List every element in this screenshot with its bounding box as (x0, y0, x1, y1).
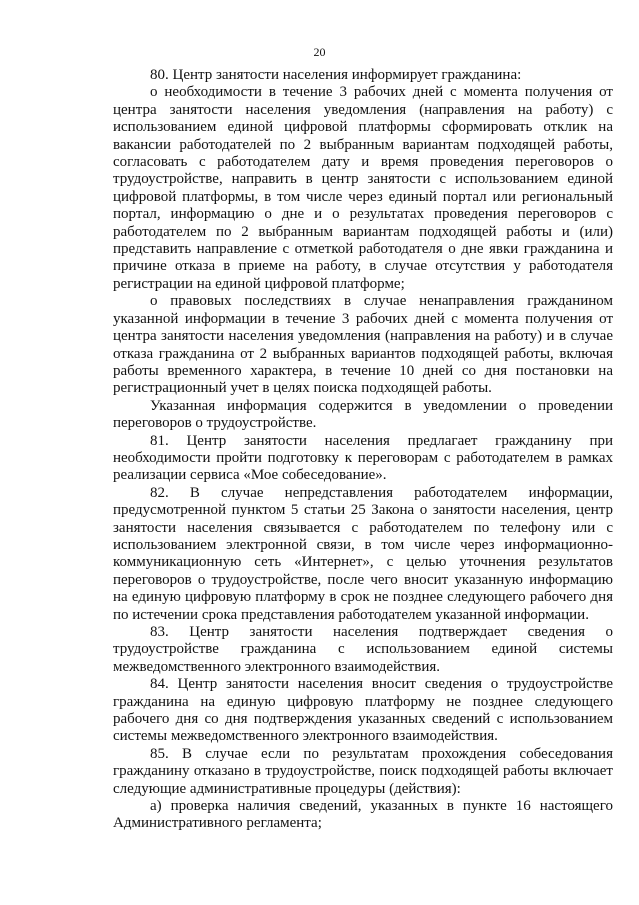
paragraph-80: 80. Центр занятости населения информирует гражданина: (150, 67, 522, 83)
paragraph-84: 84. Центр занятости населения вносит сведения о трудоустройстве гражданина на единую цифровую платформу не позднее следующего рабочего дня со дня подтверждения указанных сведений с использованием системы межведомственного электронного взаимодействия. (113, 676, 613, 745)
paragraph-80-note: Указанная информация содержится в уведомлении о проведении переговоров о трудоустройстве. (113, 397, 613, 432)
document-body (113, 67, 613, 833)
page-number: 20 (313, 45, 326, 59)
paragraph-85-a: а) проверка наличия сведений, указанных в пункте 16 настоящего Административного регламента; (113, 798, 613, 832)
paragraph-80-necessity: о необходимости в течение 3 рабочих дней с момента получения от центра занятости населения уведомления (направления на работу) с использованием единой цифровой платформы сформировать отклик на вакансии работодателей по 2 выбранным вариантам подходящей работы, согласовать с работодателем дату и время проведения переговоров о трудоустройстве, направить в центр занятости с использованием единой цифровой платформы, в том числе через единый портал или региональный портал, информацию о дне и о результатах проведения переговоров с работодателем по 2 выбранным вариантам подходящей работы и (или) представить направление с отметкой работодателя о дне явки гражданина и причине отказа в приеме на работу, в случае отсутствия у работодателя регистрации на единой цифровой платформе; (113, 84, 613, 292)
paragraph-80-consequences: о правовых последствиях в случае ненаправления гражданином указанной информации в течение 3 рабочих дней с момента получения от центра занятости населения уведомления (направления на работу) и в случае отказа гражданина от 2 выбранных вариантов подходящей работы, включая работы временного характера, в течение 10 дней со дня постановки на регистрационный учет в целях поиска подходящей работы. (113, 293, 613, 397)
paragraph-82: 82. В случае непредставления работодателем информации, предусмотренной пунктом 5 статьи 25 Закона о занятости населения, центр занятости населения связывается с работодателем по телефону или с использованием электронной связи, в том числе через информационно-коммуникационную сеть «Интернет», с целью уточнения результатов переговоров о трудоустройстве, после чего вносит указанную информацию на единую цифровую платформу в срок не позднее следующего рабочего дня по истечении срока представления работодателем указанной информации. (113, 484, 613, 623)
paragraph-85: 85. В случае если по результатам прохождения собеседования гражданину отказано в трудоустройстве, поиск подходящей работы включает следующие административные процедуры (действия): (113, 745, 613, 797)
paragraph-81: 81. Центр занятости населения предлагает гражданину при необходимости пройти подготовку к переговорам с работодателем в рамках реализации сервиса «Мое собеседование». (113, 432, 613, 484)
paragraph-83: 83. Центр занятости населения подтверждает сведения о трудоустройстве гражданина с использованием единой системы межведомственного электронного взаимодействия. (113, 624, 613, 675)
